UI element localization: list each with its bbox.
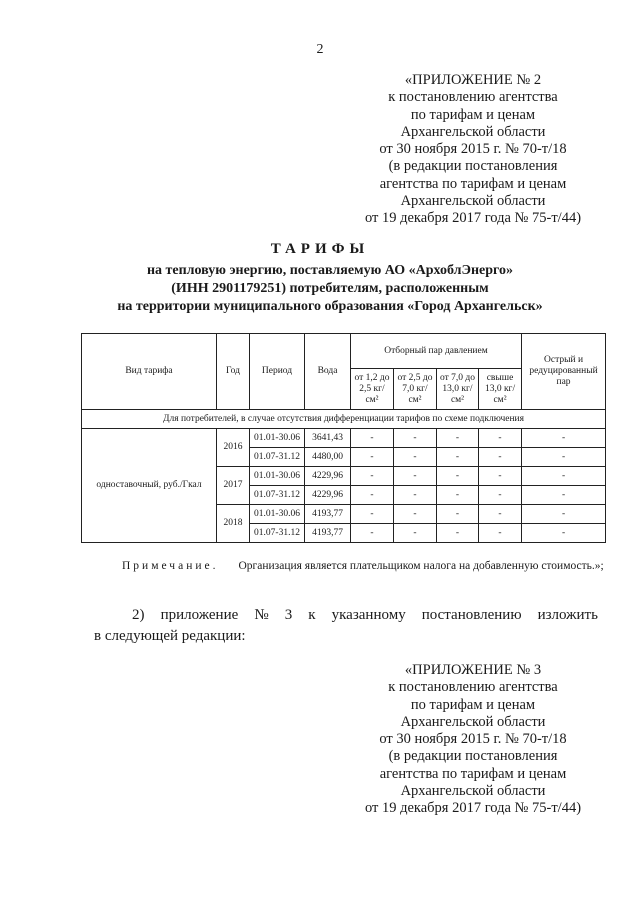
header-year: Год: [217, 334, 250, 410]
value-cell: -: [522, 429, 606, 448]
page-number: 2: [316, 42, 324, 57]
appendix-line: агентства по тарифам и ценам: [379, 175, 567, 192]
amendment-paragraph: [94, 605, 598, 647]
appendix-line: (в редакции постановления: [388, 158, 558, 175]
paragraph-word: приложение: [160, 607, 239, 623]
year-cell: 2018: [217, 505, 250, 543]
value-cell: -: [437, 524, 479, 543]
value-cell: -: [351, 486, 394, 505]
value-cell: -: [351, 505, 394, 524]
document-title: ТАРИФЫ: [270, 241, 370, 257]
appendix-line: агентства по тарифам и ценам: [379, 765, 567, 782]
value-cell: -: [522, 448, 606, 467]
value-cell: -: [394, 505, 437, 524]
appendix-line: Архангельской области: [400, 193, 546, 210]
value-cell: -: [394, 429, 437, 448]
appendix-line: по тарифам и ценам: [410, 106, 536, 123]
value-cell: -: [522, 467, 606, 486]
appendix-line: Архангельской области: [400, 713, 546, 730]
value-cell: -: [394, 467, 437, 486]
water-cell: 3641,43: [305, 429, 351, 448]
appendix-line: к постановлению агентства: [388, 679, 558, 696]
appendix-2-header: [333, 72, 613, 228]
header-tariff-type: Вид тарифа: [82, 334, 217, 410]
appendix-line: к постановлению агентства: [388, 89, 558, 106]
table-note: [122, 560, 604, 572]
appendix-line: от 30 ноября 2015 г. № 70-т/18: [379, 731, 567, 748]
header-steam-col: свыше 13,0 кг/см²: [479, 369, 522, 410]
value-cell: -: [522, 524, 606, 543]
year-cell: 2017: [217, 467, 250, 505]
paragraph-word: к: [308, 607, 316, 623]
header-period: Период: [250, 334, 305, 410]
paragraph-word: 2): [132, 607, 145, 623]
period-cell: 01.01-30.06: [250, 505, 305, 524]
tariff-name-cell: одноставочный, руб./Гкал: [82, 429, 217, 543]
subtitle-line: на территории муниципального образования «Город Архангельск»: [117, 299, 543, 314]
tariff-table: [81, 333, 606, 543]
value-cell: -: [394, 448, 437, 467]
header-steam-col: от 7,0 до 13,0 кг/см²: [437, 369, 479, 410]
value-cell: -: [437, 429, 479, 448]
value-cell: -: [522, 486, 606, 505]
header-steam-col: от 1,2 до 2,5 кг/см²: [351, 369, 394, 410]
value-cell: -: [479, 429, 522, 448]
paragraph-word: указанному: [331, 607, 406, 623]
value-cell: -: [394, 524, 437, 543]
paragraph-word: изложить: [537, 607, 598, 623]
value-cell: -: [351, 467, 394, 486]
appendix-line: (в редакции постановления: [388, 748, 558, 765]
value-cell: -: [394, 486, 437, 505]
value-cell: -: [351, 429, 394, 448]
appendix-line: «ПРИЛОЖЕНИЕ № 2: [404, 72, 542, 88]
value-cell: -: [437, 486, 479, 505]
value-cell: -: [437, 467, 479, 486]
paragraph-line: [94, 605, 598, 626]
period-cell: 01.07-31.12: [250, 524, 305, 543]
appendix-line: Архангельской области: [400, 123, 546, 140]
paragraph-line: в следующей редакции:: [94, 628, 246, 644]
value-cell: -: [437, 505, 479, 524]
period-cell: 01.07-31.12: [250, 486, 305, 505]
header-steam-group: Отборный пар давлением: [351, 334, 522, 369]
header-water: Вода: [305, 334, 351, 410]
subtitle-line: на тепловую энергию, поставляемую АО «АрхоблЭнерго»: [146, 263, 514, 278]
water-cell: 4229,96: [305, 486, 351, 505]
value-cell: -: [351, 448, 394, 467]
appendix-3-header: [333, 662, 613, 818]
header-steam-col: от 2,5 до 7,0 кг/см²: [394, 369, 437, 410]
appendix-line: Архангельской области: [400, 783, 546, 800]
value-cell: -: [522, 505, 606, 524]
header-sharp-steam: Острый и редуцированный пар: [522, 334, 606, 410]
paragraph-word: №: [254, 607, 269, 623]
value-cell: -: [437, 448, 479, 467]
value-cell: -: [479, 486, 522, 505]
water-cell: 4480,00: [305, 448, 351, 467]
value-cell: -: [479, 524, 522, 543]
appendix-line: от 30 ноября 2015 г. № 70-т/18: [379, 141, 567, 158]
water-cell: 4193,77: [305, 524, 351, 543]
appendix-line: по тарифам и ценам: [410, 696, 536, 713]
period-cell: 01.01-30.06: [250, 467, 305, 486]
value-cell: -: [479, 448, 522, 467]
note-label: Примечание.: [122, 560, 219, 572]
appendix-line: от 19 декабря 2017 года № 75-т/44): [364, 800, 582, 817]
value-cell: -: [479, 505, 522, 524]
year-cell: 2016: [217, 429, 250, 467]
water-cell: 4229,96: [305, 467, 351, 486]
value-cell: -: [351, 524, 394, 543]
value-cell: -: [479, 467, 522, 486]
water-cell: 4193,77: [305, 505, 351, 524]
paragraph-word: 3: [284, 607, 293, 623]
table-row: [82, 429, 606, 448]
period-cell: 01.07-31.12: [250, 448, 305, 467]
appendix-line: от 19 декабря 2017 года № 75-т/44): [364, 210, 582, 227]
note-text: Организация является плательщиком налога на добавленную стоимость.»;: [238, 560, 604, 572]
subtitle-line: (ИНН 2901179251) потребителям, расположенным: [171, 281, 489, 296]
appendix-line: «ПРИЛОЖЕНИЕ № 3: [404, 662, 542, 678]
document-subtitle: [40, 262, 620, 316]
paragraph-word: постановлению: [421, 607, 522, 623]
period-cell: 01.01-30.06: [250, 429, 305, 448]
category-row: Для потребителей, в случае отсутствия дифференциации тарифов по схеме подключения: [82, 410, 606, 429]
